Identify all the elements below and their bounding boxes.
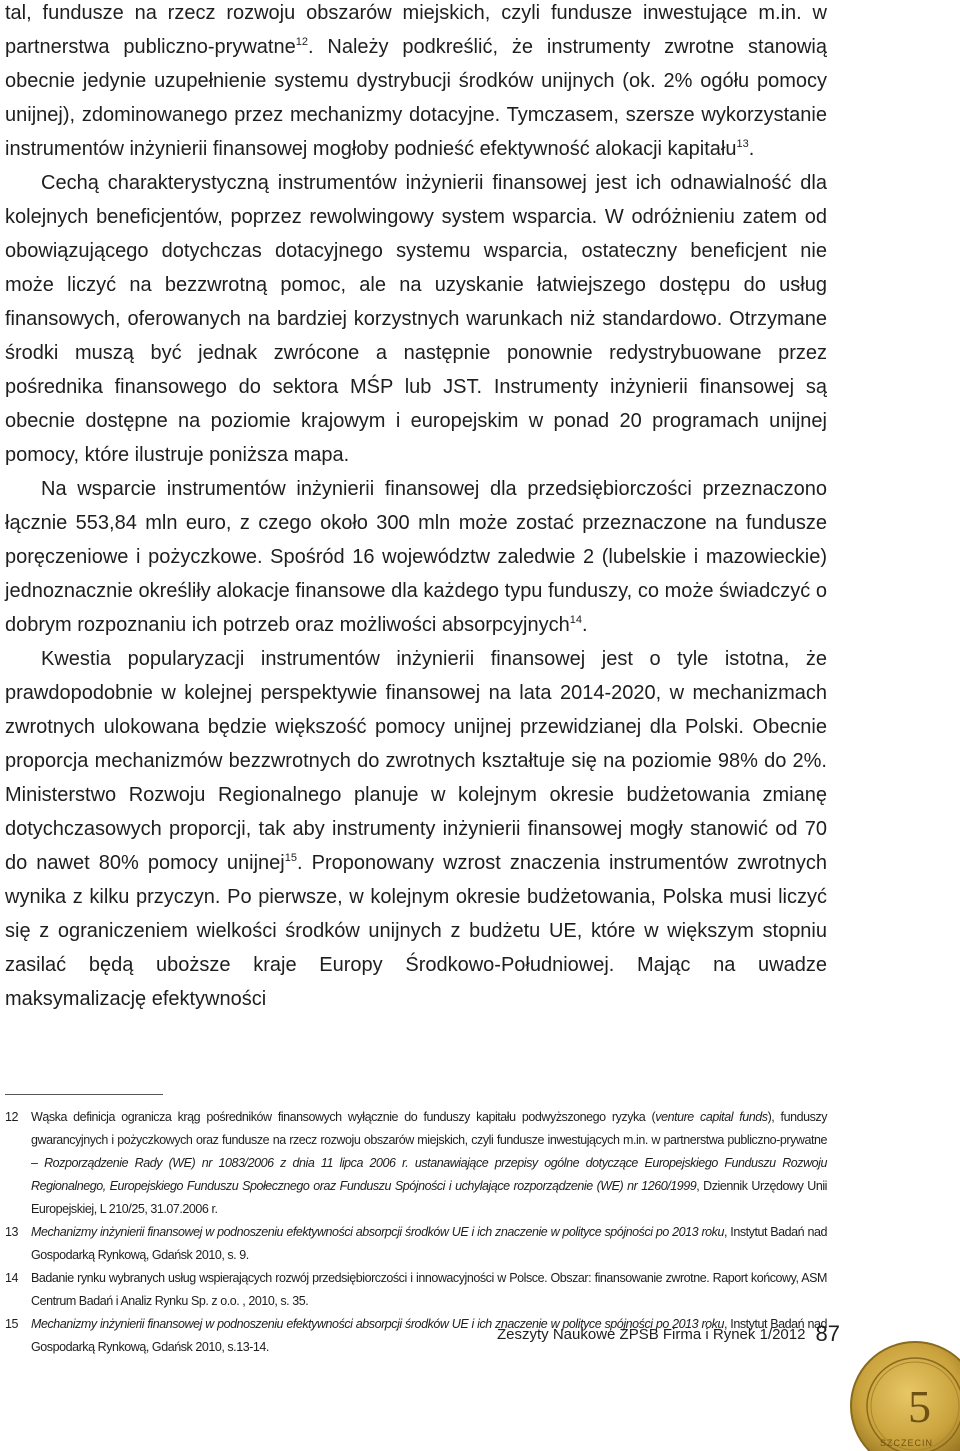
- paragraph-1: [5, 0, 827, 166]
- footnote-segment-italic: Mechanizmy inżynierii finansowej w podnoszeniu efektywności absorpcji środków UE i ich znaczenie w polityce spójności po 2013 roku: [31, 1317, 724, 1331]
- seal-numeral: 5: [908, 1381, 931, 1432]
- footnotes: [5, 1106, 827, 1359]
- footnote-number: 13: [5, 1225, 19, 1239]
- footnote-text: [31, 1221, 827, 1267]
- paragraph-text: tal, fundusze na rzecz rozwoju obszarów miejskich, czyli fundusze inwestujące m.in. w partnerstwa publiczno-prywatne: [5, 2, 827, 58]
- paragraph-text: Na wsparcie instrumentów inżynierii finansowej dla przedsiębiorczości przeznaczono łącznie 553,84 mln euro, z czego około 300 mln może zostać przeznaczone na fundusze poręczeniowe i pożyczkowe. Spośród 16 województw zaledwie 2 (lubelskie i mazowieckie) jednoznacznie określiły alokacje finansowe dla każdego typu funduszy, co może świadczyć o dobrym rozpoznaniu ich potrzeb oraz możliwości absorpcyjnych: [5, 478, 827, 636]
- footnote-number: 12: [5, 1110, 19, 1124]
- paragraph-text: Kwestia popularyzacji instrumentów inżynierii finansowej jest o tyle istotna, że prawdopodobnie w kolejnej perspektywie finansowej na lata 2014-2020, w mechanizmach zwrotnych ulokowana będzie większość pomocy unijnej przewidzianej dla Polski. Obecnie proporcja mechanizmów bezzwrotnych do zwrotnych kształtuje się na poziomie 98% do 2%. Ministerstwo Rozwoju Regionalnego planuje w kolejnym okresie budżetowania zmianę dotychczasowych proporcji, tak aby instrumenty inżynierii finansowej mogły stanowić od 70 do nawet 80% pomocy unijnej: [5, 648, 827, 874]
- footnote-text: Badanie rynku wybranych usług wspierających rozwój przedsiębiorczości i innowacyjności w Polsce. Obszar: finansowanie zwrotne. Raport końcowy, ASM Centrum Badań i Analiz Rynku Sp. z o.o. , 2010, s. 35.: [31, 1271, 827, 1308]
- paragraph-4: [5, 642, 827, 1016]
- footnote-number: 15: [5, 1317, 19, 1331]
- footnote-ref-14[interactable]: 14: [569, 614, 582, 626]
- page-footer: [497, 1323, 840, 1346]
- paragraph-text: . Proponowany wzrost znaczenia instrumentów zwrotnych wynika z kilku przyczyn. Po pierwsze, w kolejnym okresie budżetowania, Polska musi liczyć się z ograniczeniem wielkości środków unijnych z budżetu UE, które w większym stopniu zasilać będą uboższe kraje Europy Środkowo-Południowej. Mając na uwadze maksymalizację efektywności: [5, 852, 828, 1010]
- footnote-segment: ), funduszy gwarancyjnych i pożyczkowych oraz fundusze na rzecz rozwoju obszarów miejskich, czyli fundusze inwestujących m.in. w partnerstwa publiczno-prywatne –: [31, 1110, 827, 1170]
- journal-title: Zeszyty Naukowe ZPSB Firma i Rynek 1/2012: [497, 1326, 806, 1343]
- paragraph-text: .: [581, 614, 588, 636]
- paragraph-text: . Należy podkreślić, że instrumenty zwrotne stanowią obecnie jedynie uzupełnienie systemu dystrybucji środków unijnych (ok. 2% ogółu pomocy unijnej), zdominowanego przez mechanizmy dotacyjne. Tymczasem, szersze wykorzystanie instrumentów inżynierii finansowej mogłoby podnieść efektywność alokacji kapitału: [5, 36, 827, 160]
- footnote-segment-italic: Mechanizmy inżynierii finansowej w podnoszeniu efektywności absorpcji środków UE i ich znaczenie w polityce spójności po 2013 roku: [31, 1225, 724, 1239]
- seal-bottom-text: SZCZECIN: [880, 1438, 933, 1448]
- footnote-segment: , Instytut Badań nad Gospodarką Rynkową, Gdańsk 2010, s.13-14.: [31, 1317, 827, 1354]
- footnote-12: [5, 1106, 827, 1221]
- footnote-ref-12[interactable]: 12: [295, 36, 308, 48]
- university-seal-icon: [850, 1336, 960, 1451]
- footnote-ref-15[interactable]: 15: [284, 852, 298, 864]
- paragraph-text: .: [748, 138, 755, 160]
- paragraph-3: [5, 472, 827, 642]
- footnote-segment: , Instytut Badań nad Gospodarką Rynkową, Gdańsk 2010, s. 9.: [31, 1225, 827, 1262]
- footnote-14: [5, 1267, 827, 1313]
- footnote-text: [31, 1106, 827, 1221]
- footnote-segment: Wąska definicja ogranicza krąg pośredników finansowych wyłącznie do funduszy kapitału podwyższonego ryzyka (: [31, 1110, 656, 1124]
- footnote-segment-italic: venture capital funds: [655, 1110, 768, 1124]
- footnote-13: [5, 1221, 827, 1267]
- footnote-segment: , Dziennik Urzędowy Unii Europejskiej, L 210/25, 31.07.2006 r.: [31, 1179, 827, 1216]
- article-body: [5, 0, 827, 1016]
- paragraph-2: Cechą charakterystyczną instrumentów inżynierii finansowej jest ich odnawialność dla kolejnych beneficjentów, poprzez rewolwingowy system wsparcia. W odróżnieniu zatem od obowiązującego dotychczas dotacyjnego systemu wsparcia, ostateczny beneficjent nie może liczyć na bezzwrotną pomoc, ale na uzyskanie łatwiejszego dostępu do usług finansowych, oferowanych na bardziej korzystnych warunkach niż standardowo. Otrzymane środki muszą być jednak zwrócone a następnie ponownie redystrybuowane przez pośrednika finansowego do sektora MŚP lub JST. Instrumenty inżynierii finansowej są obecnie dostępne na poziomie krajowym i europejskim w ponad 20 programach unijnej pomocy, które ilustruje poniższa mapa.: [5, 172, 827, 466]
- footnote-separator: [5, 1094, 163, 1095]
- footnote-number: 14: [5, 1271, 19, 1285]
- footnote-ref-13[interactable]: 13: [736, 138, 749, 150]
- page-number: 87: [815, 1321, 840, 1346]
- footnote-segment-italic: Rozporządzenie Rady (WE) nr 1083/2006 z dnia 11 lipca 2006 r. ustanawiające przepisy ogólne dotyczące Europejskiego Funduszu Rozwoju Regionalnego, Europejskiego Funduszu Społecznego oraz Funduszu Spójności i uchylające rozporządzenie (WE) nr 1260/1999: [31, 1156, 827, 1193]
